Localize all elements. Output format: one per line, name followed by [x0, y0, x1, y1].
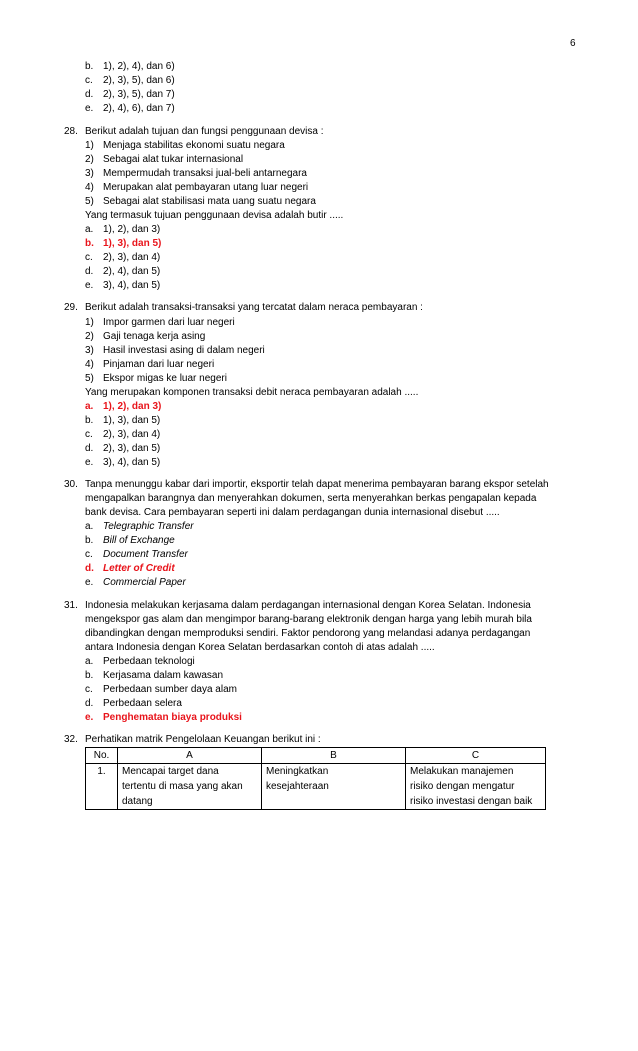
cell-a: Mencapai target dana tertentu di masa yang akan datang	[118, 764, 262, 810]
question-stem-line: antara Indonesia dengan Korea Selatan berdasarkan contoh di atas adalah .....	[85, 642, 435, 653]
table-row	[86, 764, 546, 810]
question-prompt: Yang termasuk tujuan penggunaan devisa adalah butir .....	[85, 210, 344, 221]
question-stem-line: mengapalkan barangnya dan menyerahkan dokumen, serta menyerahkan berkas pengapalan kepada	[85, 493, 537, 504]
question-stem-line: bank devisa. Cara pembayaran seperti ini dalam perdagangan dunia internasional disebut .....	[85, 507, 500, 518]
header-no: No.	[86, 748, 118, 764]
financial-matrix-table	[85, 747, 546, 810]
header-a: A	[118, 748, 262, 764]
cell-no: 1.	[86, 764, 118, 810]
header-c: C	[406, 748, 546, 764]
question-prompt: Yang merupakan komponen transaksi debit neraca pembayaran adalah .....	[85, 387, 419, 398]
table-header-row	[86, 748, 546, 764]
header-b: B	[262, 748, 406, 764]
cell-c: Melakukan manajemen risiko dengan mengatur risiko investasi dengan baik	[406, 764, 546, 810]
question-stem-line: dibandingkan dengan memproduksi sendiri. Faktor pendorong yang melandasi adanya perdagangan	[85, 628, 531, 639]
cell-b: Meningkatkan kesejahteraan	[262, 764, 406, 810]
question-stem-line: mengekspor gas alam dan mengimpor barang-barang elektronik dengan harga yang lebih murah bila	[85, 614, 532, 625]
page-number: 6	[570, 38, 576, 49]
